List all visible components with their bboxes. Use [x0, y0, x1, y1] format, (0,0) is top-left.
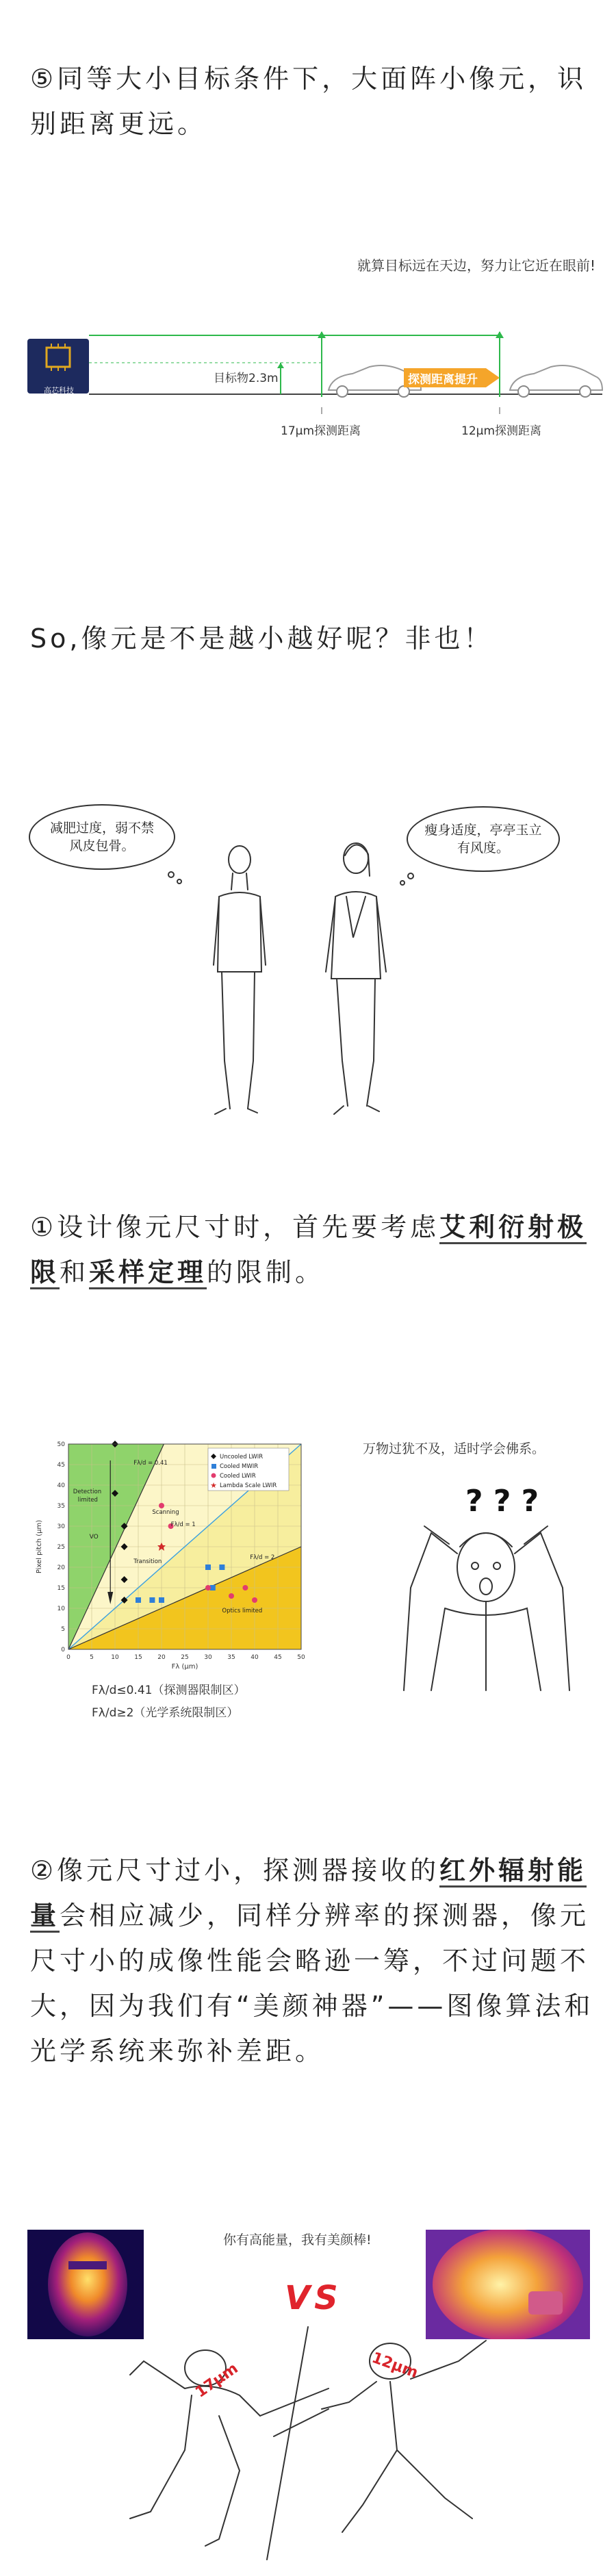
- left-fencer-mark: 17μm: [192, 2360, 242, 2401]
- logo-text: 高芯科技: [44, 386, 74, 395]
- y-axis-label: Pixel pitch (μm): [36, 1519, 43, 1574]
- point-square: [149, 1597, 155, 1603]
- legend-label: Uncooled LWIR: [220, 1454, 264, 1460]
- chart-note-1: Fλ/d≤0.41（探测器限制区）: [92, 1684, 246, 1697]
- chart-note-2: Fλ/d≥2（光学系统限制区）: [92, 1706, 239, 1720]
- paragraph-1: ⑤同等大小目标条件下，大面阵小像元，识别距离更远。: [30, 64, 587, 139]
- term-sampling-theorem: 采样定理: [89, 1257, 207, 1289]
- legend-marker: ★: [210, 1481, 217, 1490]
- legend-marker: [211, 1473, 216, 1478]
- x-tick-label: 40: [251, 1654, 259, 1661]
- para3-pre: ①设计像元尺寸时，首先要考虑: [30, 1212, 440, 1242]
- region-label-transition: Transition: [133, 1558, 162, 1565]
- caption-4: 你有高能量，我有美颜棒!: [223, 2232, 372, 2247]
- y-tick-label: 15: [57, 1585, 65, 1592]
- region-label-detection-2: limited: [77, 1497, 98, 1504]
- para4-post: 会相应减少，同样分辨率的探测器，像元尺寸小的成像性能会略逊一筹，不过问题不大，因为我们有“美颜神器”——图像算法和光学系统来弥补差距。: [30, 1901, 594, 2066]
- region-label-optics: Optics limited: [222, 1608, 263, 1614]
- caption-1: 就算目标远在天边，努力让它近在眼前!: [357, 257, 595, 274]
- fencers-illustration: [103, 2313, 527, 2566]
- label-12um: 12μm探测距离: [461, 424, 542, 438]
- y-tick-label: 40: [57, 1482, 65, 1489]
- x-tick-label: 0: [66, 1654, 70, 1661]
- x-axis-label: Fλ (μm): [171, 1663, 198, 1671]
- caption-3: 万物过犹不及，适时学会佛系。: [363, 1441, 546, 1456]
- distance-diagram: [21, 322, 609, 500]
- line-label-0-41: Fλ/d = 0.41: [133, 1460, 168, 1467]
- x-tick-label: 10: [111, 1654, 119, 1661]
- pixel-pitch-chart: [27, 1437, 315, 1684]
- y-tick-label: 50: [57, 1441, 65, 1448]
- term-airy-limit: 艾利衍射极限: [30, 1212, 587, 1289]
- para3-post: 的限制。: [207, 1257, 325, 1287]
- y-tick-label: 30: [57, 1523, 65, 1530]
- point-square: [159, 1597, 164, 1603]
- bubble-left-text: 减肥过度，弱不禁风皮包骨。: [49, 821, 154, 853]
- bubble-right-text: 瘦身适度，亭亭玉立有风度。: [424, 823, 542, 855]
- x-tick-label: 25: [181, 1654, 189, 1661]
- y-tick-label: 45: [57, 1462, 65, 1469]
- x-tick-label: 15: [134, 1654, 142, 1661]
- label-17um: 17μm探测距离: [281, 424, 361, 438]
- legend-label: Cooled LWIR: [220, 1473, 256, 1480]
- point-circle: [229, 1593, 234, 1599]
- point-square: [219, 1564, 224, 1570]
- y-tick-label: 35: [57, 1503, 65, 1510]
- boost-label: 探测距离提升: [408, 373, 478, 387]
- confused-man-illustration: [383, 1506, 589, 1697]
- x-tick-label: 50: [297, 1654, 305, 1661]
- figures-illustration: [151, 835, 465, 1122]
- legend-label: Cooled MWIR: [220, 1463, 259, 1470]
- y-tick-label: 20: [57, 1564, 65, 1571]
- region-label-detection-1: Detection: [73, 1489, 102, 1495]
- y-tick-label: 25: [57, 1544, 65, 1551]
- x-tick-label: 35: [227, 1654, 235, 1661]
- para4-pre: ②像元尺寸过小，探测器接收的: [30, 1855, 440, 1885]
- paragraph-4: [30, 1848, 598, 2074]
- point-circle: [205, 1585, 211, 1590]
- point-circle: [252, 1597, 257, 1603]
- line-label-1: Fλ/d = 1: [170, 1521, 196, 1528]
- question-marks: ? ? ?: [465, 1484, 539, 1519]
- point-square: [136, 1597, 141, 1603]
- x-tick-label: 20: [157, 1654, 166, 1661]
- x-tick-label: 30: [204, 1654, 212, 1661]
- y-tick-label: 10: [57, 1606, 65, 1612]
- heading-2: So,像元是不是越小越好呢？非也！: [30, 623, 493, 654]
- x-tick-label: 5: [90, 1654, 94, 1661]
- para3-mid: 和: [60, 1257, 90, 1287]
- line-label-2: Fλ/d = 2: [250, 1554, 275, 1561]
- annotation-vo: VO: [89, 1534, 99, 1541]
- point-square: [205, 1564, 211, 1570]
- region-label-scanning: Scanning: [152, 1509, 179, 1516]
- legend-label: Lambda Scale LWIR: [220, 1482, 277, 1489]
- legend-marker: [211, 1464, 216, 1469]
- y-tick-label: 0: [61, 1647, 65, 1653]
- target-label: 目标物2.3m: [214, 372, 279, 385]
- paragraph-3: [30, 1205, 598, 1295]
- x-tick-label: 45: [274, 1654, 282, 1661]
- point-circle: [242, 1585, 248, 1590]
- vs-mark: VS: [285, 2279, 342, 2317]
- y-tick-label: 5: [61, 1626, 65, 1633]
- point-circle: [159, 1503, 164, 1508]
- term-ir-energy: 红外辐射能量: [30, 1855, 587, 1933]
- right-fencer-mark: 12μm: [369, 2349, 420, 2382]
